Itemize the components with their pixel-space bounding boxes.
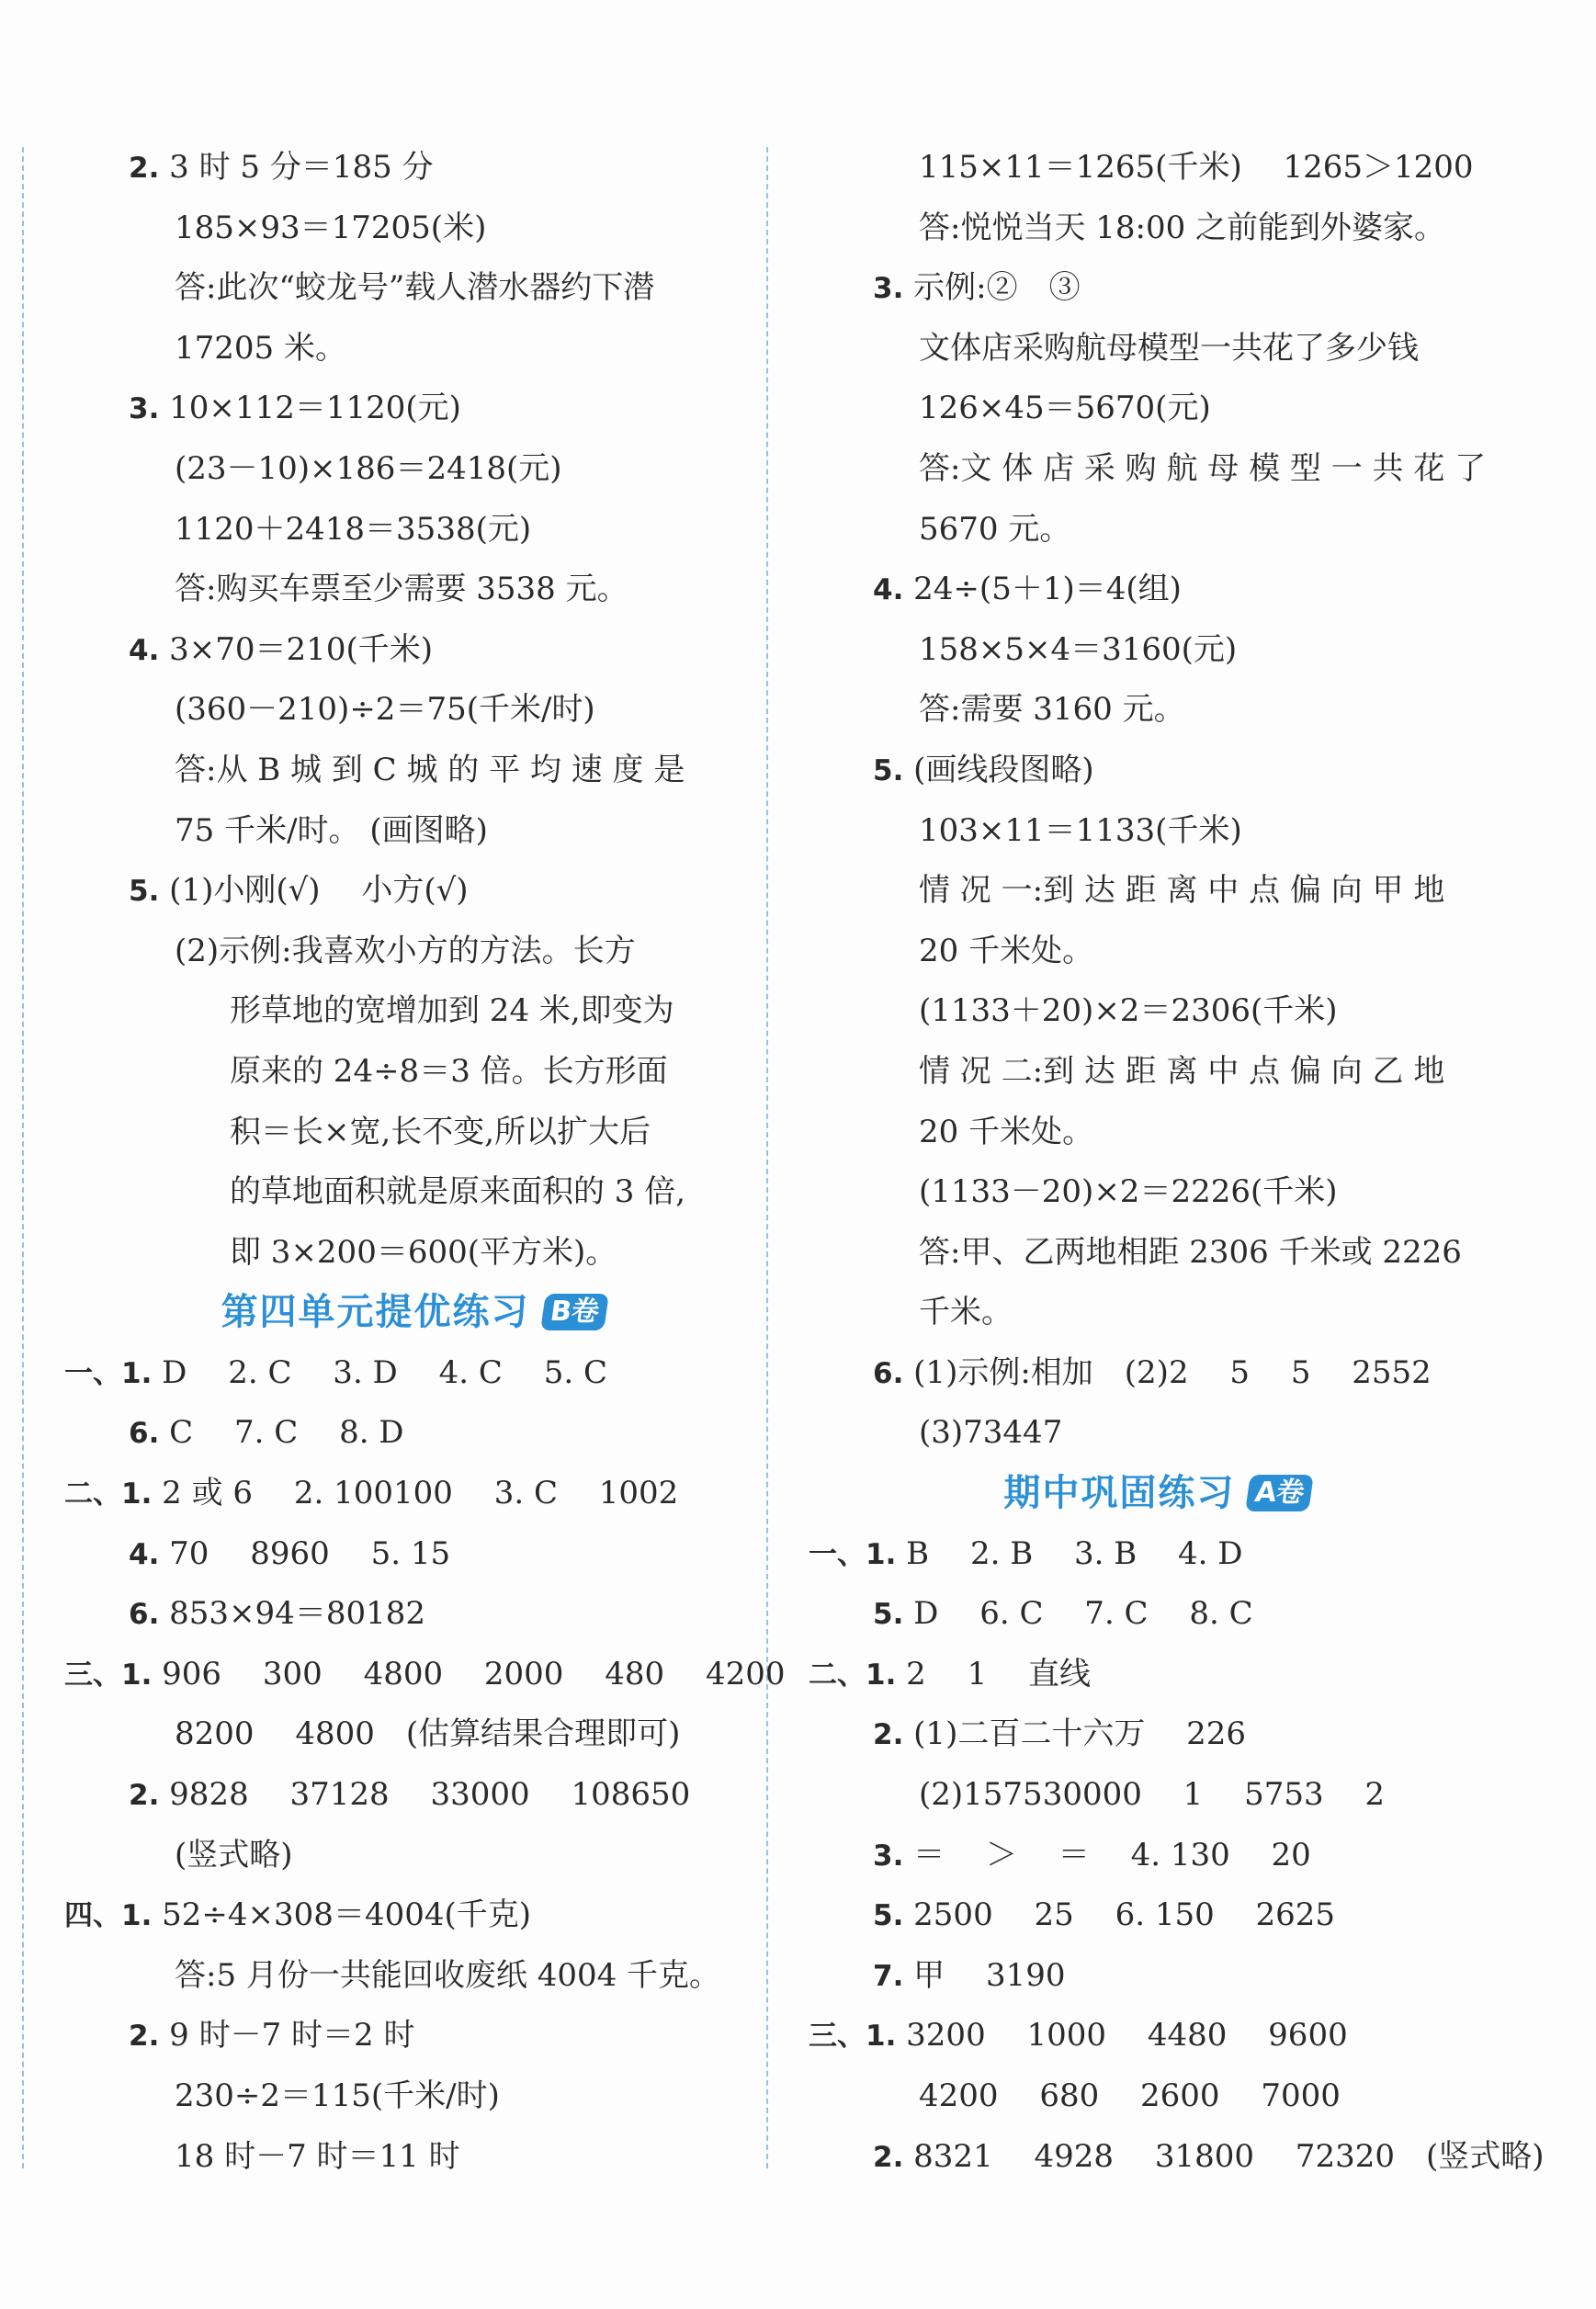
answer-line (64, 680, 763, 741)
answer-text: 形草地的宽增加到 24 米,即变为 (230, 992, 674, 1030)
answer-line (64, 981, 763, 1042)
answer-text: (1)二百二十六万 226 (913, 1715, 1247, 1753)
answer-line (64, 500, 763, 560)
question-number: 2. (129, 1779, 160, 1813)
answer-line (809, 861, 1507, 922)
answer-text: 230÷2＝115(千米/时) (175, 2077, 500, 2114)
section-title: 期中巩固练习 (1003, 1472, 1236, 1515)
answer-line (809, 1826, 1507, 1886)
answer-line (809, 2006, 1507, 2066)
answer-text: 103×11＝1133(千米) (919, 811, 1242, 849)
answer-line (809, 680, 1507, 741)
answer-line (64, 922, 763, 982)
answer-text: D 6. C 7. C 8. C (913, 1595, 1253, 1633)
answer-line (809, 1042, 1507, 1103)
answer-line (64, 2127, 763, 2188)
answer-line (809, 1946, 1507, 2007)
answer-line (809, 1645, 1507, 1705)
answer-line (809, 922, 1507, 982)
question-number: 2. (129, 152, 160, 185)
answer-text: 3 时 5 分＝185 分 (169, 149, 434, 186)
question-number: 6. (873, 1356, 904, 1390)
column-divider (766, 147, 768, 2168)
answer-line (809, 198, 1507, 259)
answer-text: 115×11＝1265(千米) 1265＞1200 (919, 149, 1474, 186)
answer-text: 答:需要 3160 元。 (919, 691, 1185, 729)
answer-text: (1)示例:相加 (2)2 5 5 2552 (913, 1353, 1432, 1391)
answer-line (64, 2066, 763, 2127)
answer-text: 20 千米处。 (919, 1113, 1094, 1150)
answer-text: 的草地面积就是原来面积的 3 倍, (230, 1173, 686, 1211)
answer-text: 126×45＝5670(元) (919, 390, 1211, 427)
question-number: 2. (129, 2020, 160, 2054)
answer-line (809, 1162, 1507, 1223)
answer-line (809, 1885, 1507, 1946)
question-number: 3. (873, 272, 904, 306)
answer-line (809, 741, 1507, 801)
answer-line (64, 1042, 763, 1103)
answer-line (809, 801, 1507, 862)
answer-line (809, 1283, 1507, 1343)
answer-line (64, 1103, 763, 1163)
answer-text: (2)157530000 1 5753 2 (919, 1776, 1386, 1814)
answer-line (64, 138, 763, 198)
question-number: 三、1. (64, 1658, 153, 1692)
answer-text: (360－210)÷2＝75(千米/时) (175, 691, 595, 729)
answer-text: 千米。 (919, 1294, 1013, 1331)
answer-text: 52÷4×308＝4004(千克) (162, 1896, 531, 1934)
answer-text: (1133＋20)×2＝2306(千米) (919, 992, 1338, 1030)
answer-text: 答:从 B 城 到 C 城 的 平 均 速 度 是 (175, 751, 685, 788)
question-number: 2. (873, 1718, 904, 1752)
answer-text: 即 3×200＝600(平方米)。 (230, 1233, 617, 1271)
question-number: 5. (129, 875, 160, 909)
answer-text: 10×112＝1120(元) (169, 390, 461, 427)
answer-text: 甲 3190 (913, 1956, 1066, 1994)
answer-line (64, 560, 763, 620)
answer-line (64, 439, 763, 500)
volume-badge: A卷 (1246, 1475, 1315, 1511)
left-dashed-border (22, 147, 24, 2168)
answer-text: (3)73447 (919, 1414, 1063, 1452)
answer-line (64, 1464, 763, 1524)
answer-text: 答:购买车票至少需要 3538 元。 (175, 571, 628, 608)
question-number: 6. (129, 1417, 160, 1451)
question-number: 4. (129, 633, 160, 667)
answer-line (809, 1223, 1507, 1284)
question-number: 二、1. (809, 1658, 897, 1692)
answer-line (809, 1524, 1507, 1585)
answer-line (64, 1885, 763, 1946)
answer-text: 答:文 体 店 采 购 航 母 模 型 一 共 花 了 (919, 449, 1487, 487)
answer-line (809, 560, 1507, 620)
question-number: 四、1. (64, 1899, 153, 1933)
answer-line (64, 1826, 763, 1886)
answer-line (64, 1343, 763, 1404)
question-number: 三、1. (809, 2020, 897, 2054)
answer-text: 2500 25 6. 150 2625 (913, 1896, 1336, 1934)
answer-text: 4200 680 2600 7000 (919, 2077, 1341, 2114)
question-number: 4. (129, 1537, 160, 1571)
answer-line (809, 1704, 1507, 1765)
answer-line (809, 439, 1507, 500)
answer-text: (23－10)×186＝2418(元) (175, 449, 562, 487)
answer-line (809, 379, 1507, 439)
answer-text: D 2. C 3. D 4. C 5. C (162, 1353, 607, 1391)
answer-line (64, 319, 763, 379)
answer-text: 185×93＝17205(米) (175, 209, 487, 246)
answer-text: (竖式略) (175, 1836, 293, 1873)
answer-line (64, 198, 763, 259)
answer-text: 原来的 24÷8＝3 倍。长方形面 (230, 1052, 668, 1090)
answer-text: 文体店采购航母模型一共花了多少钱 (919, 329, 1419, 367)
answer-text: 答:悦悦当天 18:00 之前能到外婆家。 (919, 209, 1446, 246)
question-number: 6. (129, 1598, 160, 1632)
question-number: 5. (873, 1899, 904, 1933)
answer-line (64, 620, 763, 681)
answer-text: 1120＋2418＝3538(元) (175, 510, 532, 548)
answer-text: 8321 4928 31800 72320 (竖式略) (913, 2137, 1545, 2175)
section-heading (64, 1283, 763, 1343)
question-number: 二、1. (64, 1477, 153, 1511)
answer-line (809, 1103, 1507, 1163)
answer-text: 2 1 直线 (906, 1655, 1092, 1692)
answer-text: (画线段图略) (913, 751, 1094, 788)
answer-text: (2)示例:我喜欢小方的方法。长方 (175, 932, 636, 969)
answer-text: B 2. B 3. B 4. D (906, 1534, 1243, 1572)
answer-line (64, 801, 763, 862)
answer-text: 示例:② ③ (913, 269, 1081, 307)
answer-line (809, 2066, 1507, 2127)
answer-text: 积＝长×宽,长不变,所以扩大后 (230, 1113, 651, 1150)
answer-text: 158×5×4＝3160(元) (919, 630, 1238, 668)
answer-text: 17205 米。 (175, 329, 346, 367)
section-heading (809, 1464, 1507, 1524)
question-number: 5. (873, 1598, 904, 1632)
answer-line (64, 1403, 763, 1464)
answer-line (809, 1765, 1507, 1826)
question-number: 3. (129, 392, 160, 426)
answer-line (809, 258, 1507, 319)
answer-line (809, 319, 1507, 379)
answer-text: 答:此次“蛟龙号”载人潜水器约下潜 (175, 269, 655, 307)
answer-line (809, 500, 1507, 560)
answer-text: 答:甲、乙两地相距 2306 千米或 2226 (919, 1233, 1462, 1271)
answer-line (64, 2006, 763, 2066)
answer-text: 8200 4800 (估算结果合理即可) (175, 1715, 681, 1753)
answer-text: 9 时－7 时＝2 时 (169, 2017, 415, 2054)
answer-line (809, 1343, 1507, 1404)
answer-line (64, 1645, 786, 1705)
answer-text: 24÷(5＋1)＝4(组) (913, 571, 1182, 608)
answer-line (64, 379, 763, 439)
answer-line (64, 1946, 763, 2007)
answer-text: 853×94＝80182 (169, 1595, 425, 1633)
answer-text: 5670 元。 (919, 510, 1071, 548)
answer-line (809, 981, 1507, 1042)
question-number: 3. (873, 1839, 904, 1873)
answer-line (64, 1524, 763, 1585)
volume-badge: B卷 (540, 1294, 608, 1330)
question-number: 一、1. (64, 1356, 153, 1390)
answer-text: 18 时－7 时＝11 时 (175, 2137, 460, 2175)
answer-text: 情 况 一:到 达 距 离 中 点 偏 向 甲 地 (919, 872, 1445, 910)
right-column (809, 138, 1545, 2187)
answer-text: 情 况 二:到 达 距 离 中 点 偏 向 乙 地 (919, 1052, 1445, 1090)
question-number: 4. (873, 573, 904, 607)
answer-text: 906 300 4800 2000 480 4200 (162, 1655, 786, 1692)
answer-text: 75 千米/时。 (画图略) (175, 811, 488, 849)
answer-line (809, 138, 1507, 198)
answer-line (64, 1584, 763, 1645)
answer-text: 70 8960 5. 15 (169, 1534, 451, 1572)
answer-line (809, 1584, 1507, 1645)
left-column (64, 138, 786, 2187)
answer-text: 3200 1000 4480 9600 (906, 2017, 1348, 2054)
answer-line (64, 1162, 763, 1223)
answer-line (64, 1765, 763, 1826)
answer-line (64, 861, 763, 922)
question-number: 2. (873, 2140, 904, 2174)
answer-text: (1133－20)×2＝2226(千米) (919, 1173, 1338, 1211)
answer-text: ＝ ＞ ＝ 4. 130 20 (913, 1836, 1311, 1873)
answer-text: 答:5 月份一共能回收废纸 4004 千克。 (175, 1956, 721, 1994)
answer-text: 3×70＝210(千米) (169, 630, 433, 668)
answer-line (809, 620, 1507, 681)
answer-line (64, 258, 763, 319)
answer-text: 2 或 6 2. 100100 3. C 1002 (162, 1475, 679, 1512)
question-number: 7. (873, 1959, 904, 1993)
answer-text: 20 千米处。 (919, 932, 1094, 969)
question-number: 一、1. (809, 1537, 897, 1571)
answer-line (64, 741, 763, 801)
answer-line (809, 2127, 1545, 2188)
answer-line (809, 1403, 1507, 1464)
question-number: 5. (873, 753, 904, 787)
answer-text: (1)小刚(√) 小方(√) (169, 872, 469, 910)
answer-line (64, 1704, 763, 1765)
answer-text: 9828 37128 33000 108650 (169, 1776, 691, 1814)
answer-text: C 7. C 8. D (169, 1414, 404, 1452)
answer-line (64, 1223, 763, 1284)
section-title: 第四单元提优练习 (221, 1291, 530, 1334)
